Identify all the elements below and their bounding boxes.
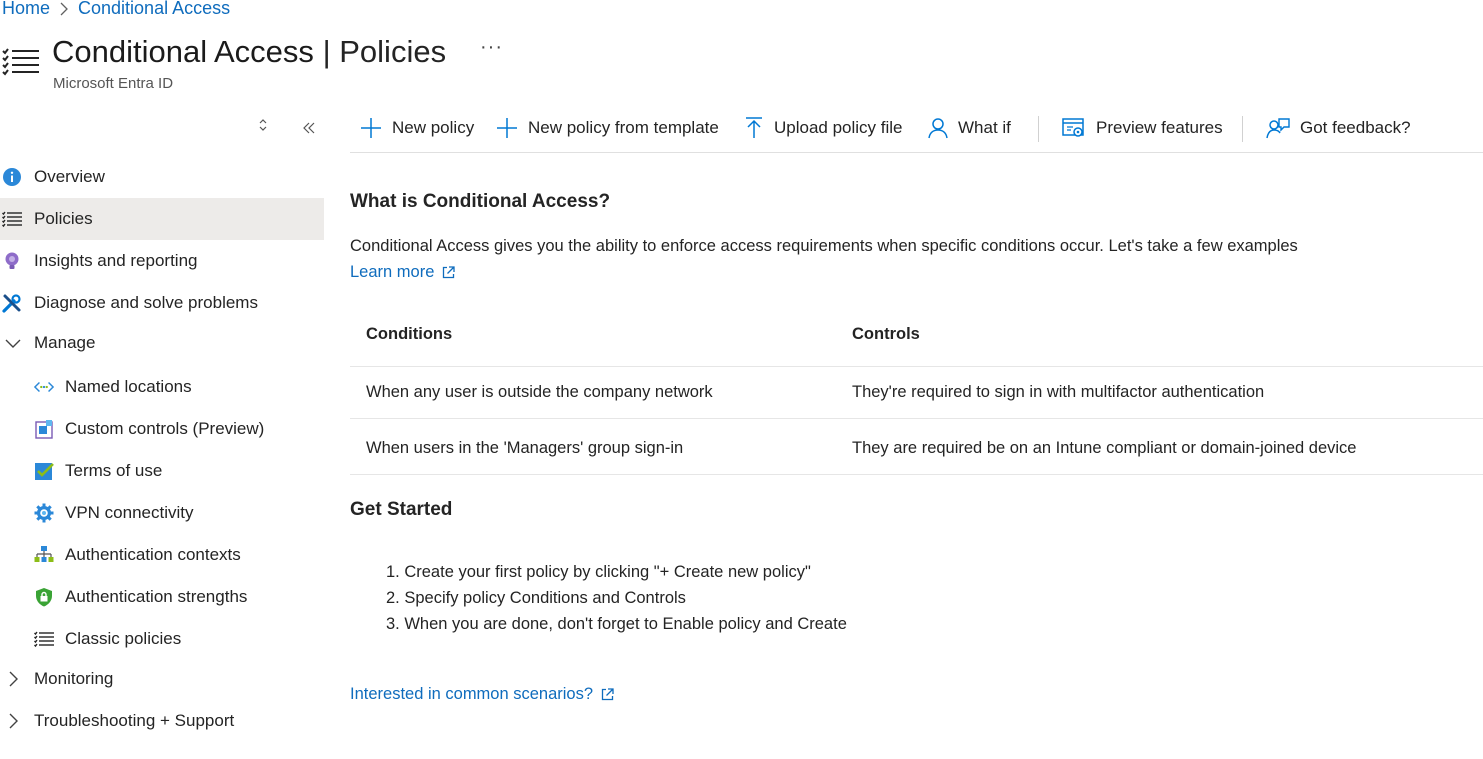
command-bar — [350, 108, 1483, 153]
chevron-right-icon — [60, 2, 68, 16]
chevron-right-icon — [7, 713, 19, 729]
list-item: 3. When you are done, don't forget to Enable policy and Create — [386, 615, 847, 633]
sidebar-item-classic-policies[interactable]: Classic policies — [0, 618, 324, 660]
sidebar-item-vpn[interactable]: VPN connectivity — [0, 492, 324, 534]
sidebar-group-monitoring[interactable]: Monitoring — [0, 658, 324, 700]
preview-features-button[interactable]: Preview features — [1062, 117, 1223, 139]
sidebar-item-named-locations[interactable]: Named locations — [0, 366, 324, 408]
table-header-row — [350, 311, 1483, 367]
breadcrumb-home[interactable]: Home — [2, 0, 51, 18]
sort-toggle-icon[interactable] — [258, 118, 268, 132]
column-header-conditions: Conditions — [366, 325, 453, 343]
table-row — [350, 419, 1483, 475]
lightbulb-icon — [2, 251, 22, 271]
table-cell: When any user is outside the company network — [366, 383, 713, 401]
sidebar-item-policies[interactable]: Policies — [0, 198, 324, 240]
column-header-controls: Controls — [852, 325, 920, 343]
page-title: Conditional Access | Policies — [52, 34, 447, 69]
chevron-right-icon — [7, 671, 19, 687]
what-if-button[interactable]: What if — [928, 117, 1011, 139]
external-link-icon — [442, 266, 455, 279]
get-started-steps — [386, 563, 847, 641]
collapse-sidebar-icon[interactable] — [302, 122, 316, 134]
person-icon — [928, 117, 948, 139]
list-icon — [2, 209, 22, 229]
wrench-icon — [2, 293, 22, 313]
upload-policy-file-button[interactable]: Upload policy file — [744, 117, 903, 139]
page-subtitle: Microsoft Entra ID — [53, 75, 174, 92]
table-cell: They're required to sign in with multifactor authentication — [852, 383, 1265, 401]
feedback-icon — [1266, 117, 1290, 139]
sidebar-item-diagnose[interactable]: Diagnose and solve problems — [0, 282, 324, 324]
sidebar-item-auth-contexts[interactable]: Authentication contexts — [0, 534, 324, 576]
learn-more-link[interactable]: Learn more — [350, 263, 455, 282]
sidebar-group-troubleshooting[interactable]: Troubleshooting + Support — [0, 700, 324, 742]
sidebar-group-manage[interactable]: Manage — [0, 322, 324, 364]
got-feedback-button[interactable]: Got feedback? — [1266, 117, 1411, 139]
table-cell: When users in the 'Managers' group sign-in — [366, 439, 684, 457]
upload-icon — [744, 117, 764, 139]
sidebar-item-custom-controls[interactable]: Custom controls (Preview) — [0, 408, 324, 450]
new-policy-from-template-button[interactable]: New policy from template — [496, 117, 719, 139]
breadcrumb-current[interactable]: Conditional Access — [78, 0, 231, 18]
shield-lock-icon — [34, 587, 54, 607]
table-cell: They are required be on an Intune compliant or domain-joined device — [852, 439, 1357, 457]
sidebar-item-insights[interactable]: Insights and reporting — [0, 240, 324, 282]
new-policy-button[interactable]: New policy — [360, 117, 474, 139]
more-options-button[interactable]: ··· — [480, 36, 503, 58]
plus-icon — [496, 117, 518, 139]
table-row — [350, 363, 1483, 419]
checkbox-icon — [34, 461, 54, 481]
external-link-icon — [601, 688, 614, 701]
chevron-down-icon — [5, 335, 21, 351]
hierarchy-icon — [34, 545, 54, 565]
breadcrumb — [2, 0, 230, 19]
list-item: 2. Specify policy Conditions and Controls — [386, 589, 686, 607]
page-header — [0, 32, 600, 96]
plus-icon — [360, 117, 382, 139]
section-heading-what-is: What is Conditional Access? — [350, 191, 611, 212]
location-code-icon — [34, 377, 54, 397]
list-item: 1. Create your first policy by clicking "+ Create new policy" — [386, 563, 811, 581]
list-icon — [34, 629, 54, 649]
preview-features-icon — [1062, 117, 1086, 139]
toolbar-divider — [1038, 116, 1039, 142]
info-icon — [2, 167, 22, 187]
sidebar-item-terms-of-use[interactable]: Terms of use — [0, 450, 324, 492]
description-text: Conditional Access gives you the ability to enforce access requirements when specific conditions occur. Let's take a few examples — [350, 237, 1298, 255]
toolbar-divider — [1242, 116, 1243, 142]
section-heading-get-started: Get Started — [350, 499, 453, 520]
policies-list-icon — [2, 46, 40, 76]
custom-controls-icon — [34, 419, 54, 439]
sidebar-item-overview[interactable]: Overview — [0, 156, 324, 198]
vpn-gear-icon — [34, 503, 54, 523]
sidebar-item-auth-strengths[interactable]: Authentication strengths — [0, 576, 324, 618]
common-scenarios-link[interactable]: Interested in common scenarios? — [350, 685, 614, 704]
